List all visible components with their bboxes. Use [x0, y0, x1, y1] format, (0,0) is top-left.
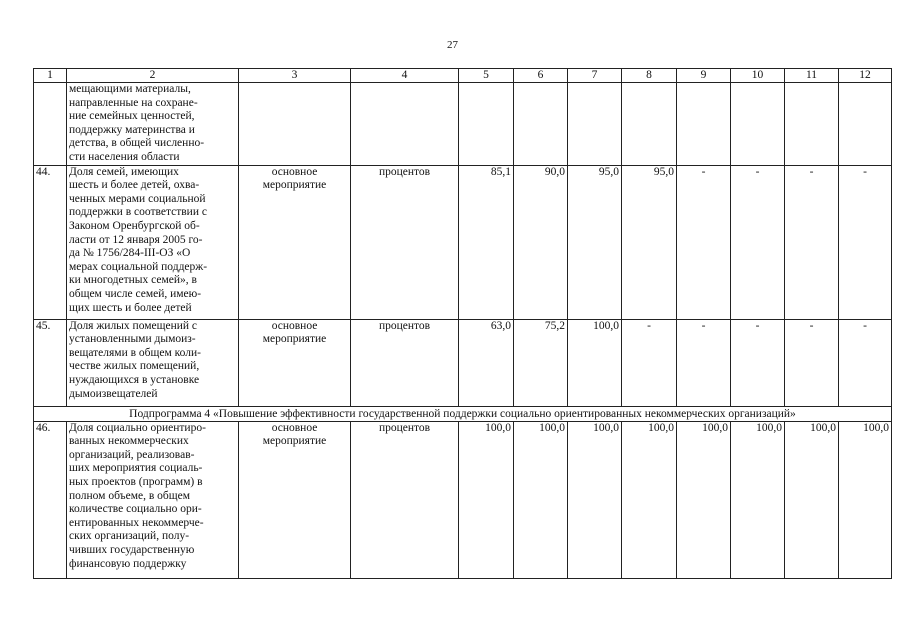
indicator-name-line: щих шесть и более детей [69, 301, 192, 314]
indicator-name-line: мещающими материалы, [69, 83, 191, 95]
indicator-name-line: поддержку материнства и [69, 123, 195, 136]
subprogram-row [34, 406, 892, 421]
indicator-name-line: сти населения области [69, 150, 180, 163]
value-cell: - [839, 319, 892, 406]
indicator-name-line: ских организаций, полу- [69, 530, 190, 543]
indicator-name-line: чивших государственную [69, 543, 195, 556]
value-cell: 100,0 [731, 421, 785, 578]
value-cell: 100,0 [568, 319, 622, 406]
value-cell: 63,0 [459, 319, 514, 406]
value-cell: 100,0 [568, 421, 622, 578]
unit-cell: процентов [351, 421, 459, 578]
indicator-name-line: общем числе семей, имею- [69, 287, 202, 300]
value-cell: 95,0 [622, 165, 677, 319]
indicator-name-line: финансовую поддержку [69, 557, 187, 570]
column-header: 3 [239, 69, 351, 83]
indicator-name-line: ние семейных ценностей, [69, 110, 195, 123]
column-header: 10 [731, 69, 785, 83]
indicator-name-line: Доля семей, имеющих [69, 165, 179, 178]
indicator-name-cell [67, 421, 239, 578]
column-header: 5 [459, 69, 514, 83]
value-cell: - [839, 165, 892, 319]
indicator-name-line: детства, в общей численно- [69, 137, 205, 150]
indicator-name-line: ванных некоммерческих [69, 435, 189, 448]
table-row [34, 421, 892, 578]
subprogram-title: Подпрограмма 4 «Повышение эффективности государственной поддержки социально ориентированных некоммерческих организаций» [34, 406, 892, 421]
indicator-name-line: вещателями в общем коли- [69, 346, 201, 359]
indicator-name-line: поддержки в соответствии с [69, 206, 207, 219]
value-cell: 95,0 [568, 165, 622, 319]
value-cell: 100,0 [677, 421, 731, 578]
value-cell: 100,0 [459, 421, 514, 578]
value-cell: 100,0 [785, 421, 839, 578]
column-header: 4 [351, 69, 459, 83]
value-cell: 75,2 [514, 319, 568, 406]
table-row [34, 165, 892, 319]
column-header: 1 [34, 69, 67, 83]
indicator-name-line: ентированных некоммерче- [69, 516, 204, 529]
empty-cell [622, 83, 677, 166]
empty-cell [677, 83, 731, 166]
indicator-type-line: мероприятие [262, 179, 327, 192]
indicator-type-cell [239, 421, 351, 578]
table-row-continuation [34, 83, 892, 166]
indicator-name-line: полном объеме, в общем [69, 489, 190, 502]
value-cell: 100,0 [839, 421, 892, 578]
column-header: 7 [568, 69, 622, 83]
indicator-name-line: мерах социальной поддерж- [69, 260, 208, 273]
indicator-type-line: основное [271, 421, 318, 434]
indicator-type-line: основное [271, 319, 318, 332]
indicator-name-line: да № 1756/284-III-ОЗ «О [69, 247, 191, 260]
row-number: 46. [34, 421, 67, 578]
empty-cell [839, 83, 892, 166]
indicator-name-cell [67, 165, 239, 319]
indicator-name-cell [67, 83, 239, 166]
empty-cell [459, 83, 514, 166]
indicators-table [33, 68, 892, 579]
column-header: 11 [785, 69, 839, 83]
indicator-name-line: ки многодетных семей», в [69, 274, 197, 287]
column-header: 12 [839, 69, 892, 83]
empty-cell [568, 83, 622, 166]
indicator-name-line: шесть и более детей, охва- [69, 179, 200, 192]
indicator-name-line: честве жилых помещений, [69, 360, 200, 373]
indicator-name-line: установленными дымоиз- [69, 333, 196, 346]
indicator-name-line: Доля жилых помещений с [69, 319, 198, 332]
indicator-type-line: мероприятие [262, 333, 327, 346]
indicator-name-line: организаций, реализовав- [69, 448, 195, 461]
empty-cell [731, 83, 785, 166]
indicator-name-line: ных проектов (программ) в [69, 475, 203, 488]
row-number-cell [34, 83, 67, 166]
indicator-type-line: основное [271, 165, 318, 178]
table-header-row [34, 69, 892, 83]
column-header: 8 [622, 69, 677, 83]
indicator-name-line: Законом Оренбургской об- [69, 219, 200, 232]
value-cell: 100,0 [514, 421, 568, 578]
indicator-name-line: ших мероприятия социаль- [69, 462, 203, 475]
value-cell: 85,1 [459, 165, 514, 319]
row-number: 44. [34, 165, 67, 319]
indicator-name-line: направленные на сохране- [69, 96, 198, 109]
indicator-name-cell [67, 319, 239, 406]
unit-cell: процентов [351, 165, 459, 319]
indicator-name-line: нуждающихся в установке [69, 373, 200, 386]
empty-cell [785, 83, 839, 166]
empty-cell [514, 83, 568, 166]
row-number: 45. [34, 319, 67, 406]
indicator-name-line: Доля социально ориентиро- [69, 421, 206, 434]
column-header: 9 [677, 69, 731, 83]
table-row [34, 319, 892, 406]
column-header: 6 [514, 69, 568, 83]
column-header: 2 [67, 69, 239, 83]
value-cell: - [677, 165, 731, 319]
value-cell: - [731, 319, 785, 406]
value-cell: - [677, 319, 731, 406]
indicator-name-line: дымоизвещателей [69, 387, 158, 400]
indicator-type-cell [239, 165, 351, 319]
indicator-name-line: ласти от 12 января 2005 го- [69, 233, 203, 246]
indicator-type-line: мероприятие [262, 435, 327, 448]
value-cell: - [785, 319, 839, 406]
indicator-name-line: ченных мерами социальной [69, 192, 206, 205]
page-number: 27 [447, 39, 458, 51]
value-cell: - [785, 165, 839, 319]
value-cell: - [622, 319, 677, 406]
empty-cell [239, 83, 351, 166]
unit-cell: процентов [351, 319, 459, 406]
empty-cell [351, 83, 459, 166]
indicator-name-line: количестве социально ори- [69, 503, 202, 516]
value-cell: 90,0 [514, 165, 568, 319]
value-cell: 100,0 [622, 421, 677, 578]
value-cell: - [731, 165, 785, 319]
indicator-type-cell [239, 319, 351, 406]
